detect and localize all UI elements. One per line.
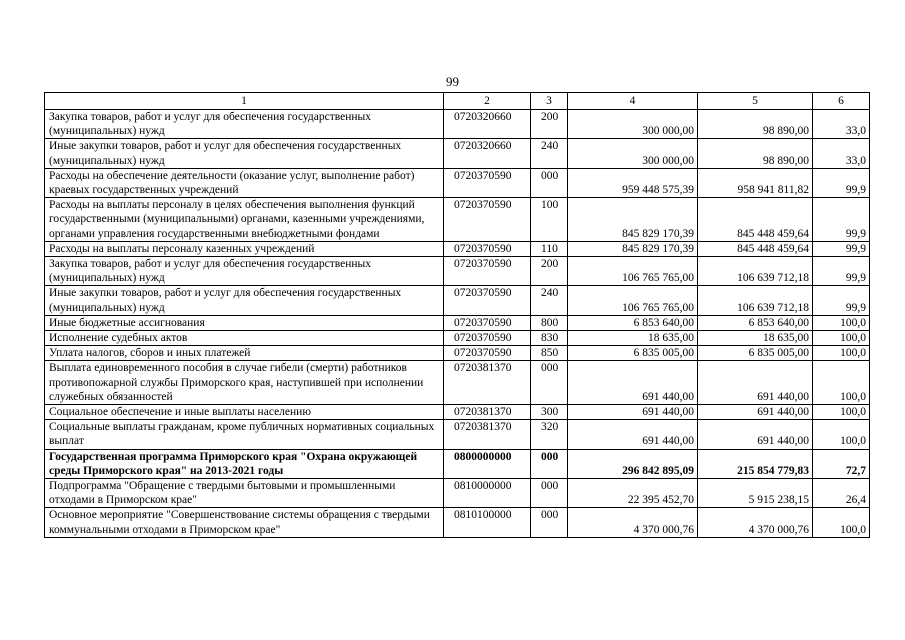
- row-percent-cell: 100,0: [813, 346, 870, 361]
- row-target-article-cell: 0720370590: [444, 331, 531, 346]
- row-executed-amount-cell: 6 853 640,00: [698, 315, 813, 330]
- row-target-article-cell: 0720381370: [444, 361, 531, 405]
- table-row: [45, 110, 870, 139]
- row-percent-cell: 100,0: [813, 331, 870, 346]
- row-percent-cell: 99,9: [813, 168, 870, 197]
- row-executed-amount-cell: 845 448 459,64: [698, 198, 813, 242]
- row-target-article-cell: 0720320660: [444, 110, 531, 139]
- column-header: 6: [813, 93, 870, 110]
- row-planned-amount-cell: 300 000,00: [568, 110, 698, 139]
- row-target-article-cell: 0720370590: [444, 198, 531, 242]
- row-executed-amount-cell: 691 440,00: [698, 361, 813, 405]
- row-name-cell: Уплата налогов, сборов и иных платежей: [45, 346, 444, 361]
- table-row: [45, 420, 870, 449]
- row-percent-cell: 26,4: [813, 479, 870, 508]
- row-target-article-cell: 0720370590: [444, 315, 531, 330]
- row-executed-amount-cell: 215 854 779,83: [698, 449, 813, 478]
- row-percent-cell: 100,0: [813, 508, 870, 537]
- row-executed-amount-cell: 845 448 459,64: [698, 241, 813, 256]
- row-expense-type-cell: 240: [531, 139, 568, 168]
- column-header: 4: [568, 93, 698, 110]
- row-planned-amount-cell: 959 448 575,39: [568, 168, 698, 197]
- row-expense-type-cell: 800: [531, 315, 568, 330]
- row-name-cell: Иные закупки товаров, работ и услуг для обеспечения государственных (муниципальных) нужд: [45, 286, 444, 315]
- row-expense-type-cell: 320: [531, 420, 568, 449]
- row-percent-cell: 99,9: [813, 257, 870, 286]
- row-planned-amount-cell: 845 829 170,39: [568, 198, 698, 242]
- row-target-article-cell: 0720370590: [444, 257, 531, 286]
- table-header-row: [45, 93, 870, 110]
- row-planned-amount-cell: 691 440,00: [568, 361, 698, 405]
- row-name-cell: Иные закупки товаров, работ и услуг для обеспечения государственных (муниципальных) нужд: [45, 139, 444, 168]
- row-executed-amount-cell: 4 370 000,76: [698, 508, 813, 537]
- row-executed-amount-cell: 18 635,00: [698, 331, 813, 346]
- row-name-cell: Основное мероприятие "Совершенствование системы обращения с твердыми коммунальными отходами в Приморском крае": [45, 508, 444, 537]
- row-expense-type-cell: 000: [531, 168, 568, 197]
- table-row: [45, 168, 870, 197]
- budget-table: [44, 92, 870, 538]
- row-executed-amount-cell: 5 915 238,15: [698, 479, 813, 508]
- page-number: 99: [446, 74, 459, 89]
- row-executed-amount-cell: 691 440,00: [698, 405, 813, 420]
- row-planned-amount-cell: 296 842 895,09: [568, 449, 698, 478]
- row-percent-cell: 100,0: [813, 315, 870, 330]
- row-target-article-cell: 0810100000: [444, 508, 531, 537]
- column-header: 3: [531, 93, 568, 110]
- row-percent-cell: 100,0: [813, 420, 870, 449]
- row-name-cell: Расходы на выплаты персоналу казенных учреждений: [45, 241, 444, 256]
- table-row: [45, 198, 870, 242]
- row-target-article-cell: 0720370590: [444, 286, 531, 315]
- row-target-article-cell: 0720320660: [444, 139, 531, 168]
- row-percent-cell: 100,0: [813, 361, 870, 405]
- row-planned-amount-cell: 4 370 000,76: [568, 508, 698, 537]
- table-row: [45, 449, 870, 478]
- row-percent-cell: 33,0: [813, 110, 870, 139]
- row-executed-amount-cell: 98 890,00: [698, 139, 813, 168]
- table-row: [45, 257, 870, 286]
- row-name-cell: Расходы на выплаты персоналу в целях обеспечения выполнения функций государственными (муниципальными) органами, казенными учреждениями, органами управления государственными внебюджетными фондами: [45, 198, 444, 242]
- row-planned-amount-cell: 22 395 452,70: [568, 479, 698, 508]
- row-expense-type-cell: 200: [531, 110, 568, 139]
- row-name-cell: Социальное обеспечение и иные выплаты населению: [45, 405, 444, 420]
- table-row: [45, 346, 870, 361]
- row-expense-type-cell: 830: [531, 331, 568, 346]
- table-body: [45, 110, 870, 538]
- table-row: [45, 361, 870, 405]
- row-executed-amount-cell: 98 890,00: [698, 110, 813, 139]
- row-planned-amount-cell: 18 635,00: [568, 331, 698, 346]
- table-row: [45, 241, 870, 256]
- table-row: [45, 405, 870, 420]
- row-planned-amount-cell: 6 835 005,00: [568, 346, 698, 361]
- row-executed-amount-cell: 106 639 712,18: [698, 257, 813, 286]
- row-planned-amount-cell: 106 765 765,00: [568, 286, 698, 315]
- row-target-article-cell: 0720381370: [444, 420, 531, 449]
- row-planned-amount-cell: 691 440,00: [568, 420, 698, 449]
- row-target-article-cell: 0800000000: [444, 449, 531, 478]
- row-target-article-cell: 0810000000: [444, 479, 531, 508]
- row-name-cell: Иные бюджетные ассигнования: [45, 315, 444, 330]
- row-percent-cell: 99,9: [813, 198, 870, 242]
- row-name-cell: Государственная программа Приморского края "Охрана окружающей среды Приморского края" на 2013-2021 годы: [45, 449, 444, 478]
- row-expense-type-cell: 000: [531, 361, 568, 405]
- row-expense-type-cell: 850: [531, 346, 568, 361]
- row-percent-cell: 33,0: [813, 139, 870, 168]
- row-name-cell: Исполнение судебных актов: [45, 331, 444, 346]
- table-row: [45, 331, 870, 346]
- row-planned-amount-cell: 691 440,00: [568, 405, 698, 420]
- row-expense-type-cell: 240: [531, 286, 568, 315]
- row-percent-cell: 72,7: [813, 449, 870, 478]
- row-planned-amount-cell: 106 765 765,00: [568, 257, 698, 286]
- row-target-article-cell: 0720370590: [444, 168, 531, 197]
- row-planned-amount-cell: 845 829 170,39: [568, 241, 698, 256]
- column-header: 2: [444, 93, 531, 110]
- table-row: [45, 479, 870, 508]
- row-name-cell: Социальные выплаты гражданам, кроме публичных нормативных социальных выплат: [45, 420, 444, 449]
- row-executed-amount-cell: 6 835 005,00: [698, 346, 813, 361]
- row-name-cell: Закупка товаров, работ и услуг для обеспечения государственных (муниципальных) нужд: [45, 257, 444, 286]
- row-executed-amount-cell: 106 639 712,18: [698, 286, 813, 315]
- row-expense-type-cell: 200: [531, 257, 568, 286]
- row-expense-type-cell: 000: [531, 479, 568, 508]
- table-row: [45, 139, 870, 168]
- row-executed-amount-cell: 691 440,00: [698, 420, 813, 449]
- column-header: 1: [45, 93, 444, 110]
- row-name-cell: Выплата единовременного пособия в случае гибели (смерти) работников противопожарной службы Приморского края, наступившей при исполнении служебных обязанностей: [45, 361, 444, 405]
- table-row: [45, 286, 870, 315]
- row-planned-amount-cell: 300 000,00: [568, 139, 698, 168]
- row-expense-type-cell: 100: [531, 198, 568, 242]
- row-target-article-cell: 0720370590: [444, 346, 531, 361]
- table-row: [45, 315, 870, 330]
- row-expense-type-cell: 110: [531, 241, 568, 256]
- row-name-cell: Закупка товаров, работ и услуг для обеспечения государственных (муниципальных) нужд: [45, 110, 444, 139]
- row-executed-amount-cell: 958 941 811,82: [698, 168, 813, 197]
- row-expense-type-cell: 000: [531, 508, 568, 537]
- row-target-article-cell: 0720370590: [444, 241, 531, 256]
- row-name-cell: Расходы на обеспечение деятельности (оказание услуг, выполнение работ) краевых государственных учреждений: [45, 168, 444, 197]
- column-header: 5: [698, 93, 813, 110]
- row-percent-cell: 99,9: [813, 286, 870, 315]
- table-row: [45, 508, 870, 537]
- row-target-article-cell: 0720381370: [444, 405, 531, 420]
- row-percent-cell: 99,9: [813, 241, 870, 256]
- row-percent-cell: 100,0: [813, 405, 870, 420]
- row-planned-amount-cell: 6 853 640,00: [568, 315, 698, 330]
- row-expense-type-cell: 300: [531, 405, 568, 420]
- row-expense-type-cell: 000: [531, 449, 568, 478]
- row-name-cell: Подпрограмма "Обращение с твердыми бытовыми и промышленными отходами в Приморском крае": [45, 479, 444, 508]
